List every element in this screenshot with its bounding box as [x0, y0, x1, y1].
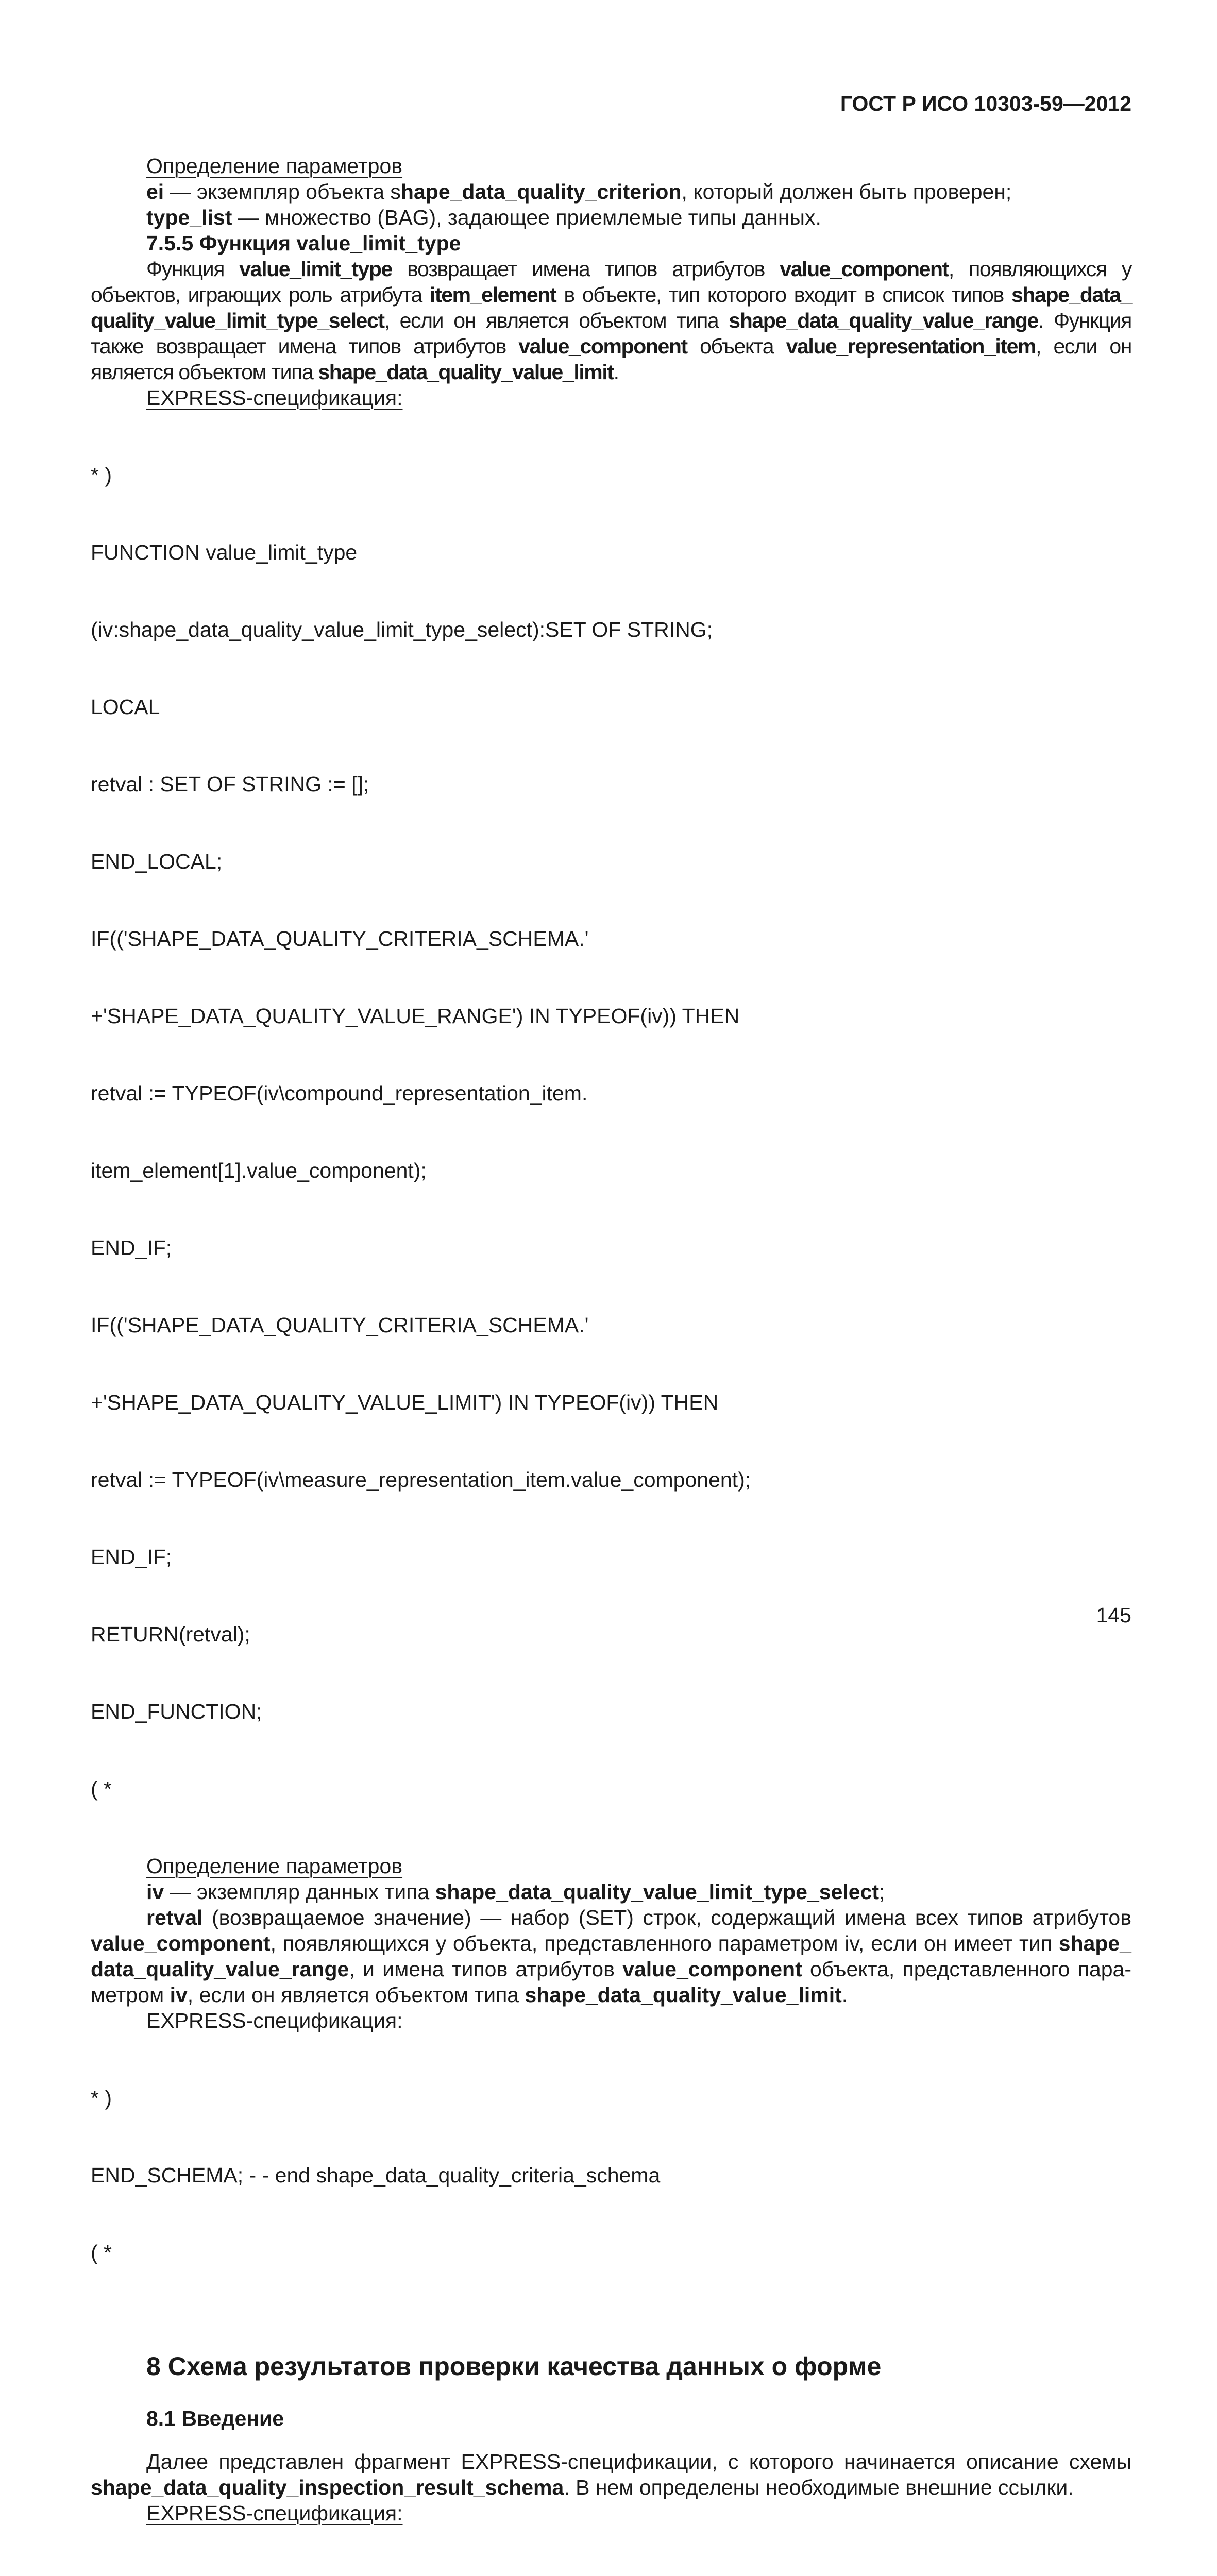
code-line: (iv:shape_data_quality_value_limit_type_select):SET OF STRING;	[91, 618, 713, 641]
code-line: retval := TYPEOF(iv\compound_representation_item.	[91, 1081, 588, 1105]
code-line: IF(('SHAPE_DATA_QUALITY_CRITERIA_SCHEMA.'	[91, 1313, 589, 1337]
function-description: Функция value_limit_type возвращает имена типов атрибутов value_component, появляющихся у объектов, играющих роль атрибута item_element в объекте, тип которого входит в список типов shape_data_ quality_value_limit_type_select, если он является объектом типа shape_data_quality_value_range. Функция также возвращает имена типов атрибутов value_component объекта value_representation_item, если он является объектом типа shape_data_quality_value_limit.	[91, 257, 1132, 384]
section-heading-8-1: 8.1 Введение	[146, 2406, 284, 2430]
param-ei: ei — экземпляр объекта shape_data_quality_criterion, который должен быть проверен;	[146, 180, 1012, 204]
param-type-list: type_list — множество (BAG), задающее приемлемые типы данных.	[146, 206, 821, 229]
chapter-heading: 8 Схема результатов проверки качества данных о форме	[146, 2352, 882, 2381]
code-line: END_SCHEMA; - - end shape_data_quality_criteria_schema	[91, 2163, 661, 2187]
code-line: * )	[91, 2086, 112, 2110]
code-line: END_FUNCTION;	[91, 1700, 262, 1723]
code-line: IF(('SHAPE_DATA_QUALITY_CRITERIA_SCHEMA.'	[91, 927, 589, 951]
code-line: item_element[1].value_component);	[91, 1159, 427, 1182]
code-line: END_IF;	[91, 1236, 172, 1260]
code-line: RETURN(retval);	[91, 1622, 250, 1646]
express-spec-label: EXPRESS-спецификация:	[146, 386, 403, 410]
express-code-block	[91, 2033, 1131, 2317]
express-spec-label: EXPRESS-спецификация:	[146, 2009, 403, 2032]
code-line: ( *	[91, 2241, 112, 2264]
document-body	[91, 153, 1131, 2576]
code-line: END_IF;	[91, 1545, 172, 1569]
page-number: 145	[1096, 1603, 1131, 1627]
params-heading: Определение параметров	[146, 154, 403, 178]
code-line: LOCAL	[91, 695, 160, 719]
code-line: FUNCTION value_limit_type	[91, 540, 358, 564]
section-heading-7-5-5: 7.5.5 Функция value_limit_type	[146, 231, 461, 255]
code-line: +'SHAPE_DATA_QUALITY_VALUE_RANGE') IN TYPEOF(iv)) THEN	[91, 1004, 740, 1028]
express-code-block	[91, 2526, 1131, 2576]
intro-paragraph: Далее представлен фрагмент EXPRESS-спецификации, с которого начинается описание схемы shape_data_quality_inspection_result_schema. В нем определены необходимые внешние ссылки.	[91, 2450, 1131, 2499]
code-line: retval : SET OF STRING := [];	[91, 772, 369, 796]
code-line: +'SHAPE_DATA_QUALITY_VALUE_LIMIT') IN TYPEOF(iv)) THEN	[91, 1391, 719, 1414]
param-retval: retval (возвращаемое значение) — набор (SET) строк, содержащий имена всех типов атрибутов value_component, появляющихся у объекта, представленного параметром iv, если он имеет тип shape_ data_quality_value_range, и имена типов атрибутов value_component объекта, представленного пара-метром iv, если он является объектом типа shape_data_quality_value_limit.	[91, 1906, 1132, 2007]
code-line: * )	[91, 463, 112, 487]
code-line: ( *	[91, 1777, 112, 1801]
param-iv: iv — экземпляр данных типа shape_data_quality_value_limit_type_select;	[146, 1880, 885, 1904]
document-header: ГОСТ Р ИСО 10303-59—2012	[840, 92, 1131, 115]
express-code-block	[91, 411, 1131, 1853]
params-heading: Определение параметров	[146, 1854, 403, 1878]
code-line: END_LOCAL;	[91, 850, 223, 873]
express-spec-label: EXPRESS-спецификация:	[146, 2501, 403, 2525]
code-line: retval := TYPEOF(iv\measure_representation_item.value_component);	[91, 1468, 751, 1492]
